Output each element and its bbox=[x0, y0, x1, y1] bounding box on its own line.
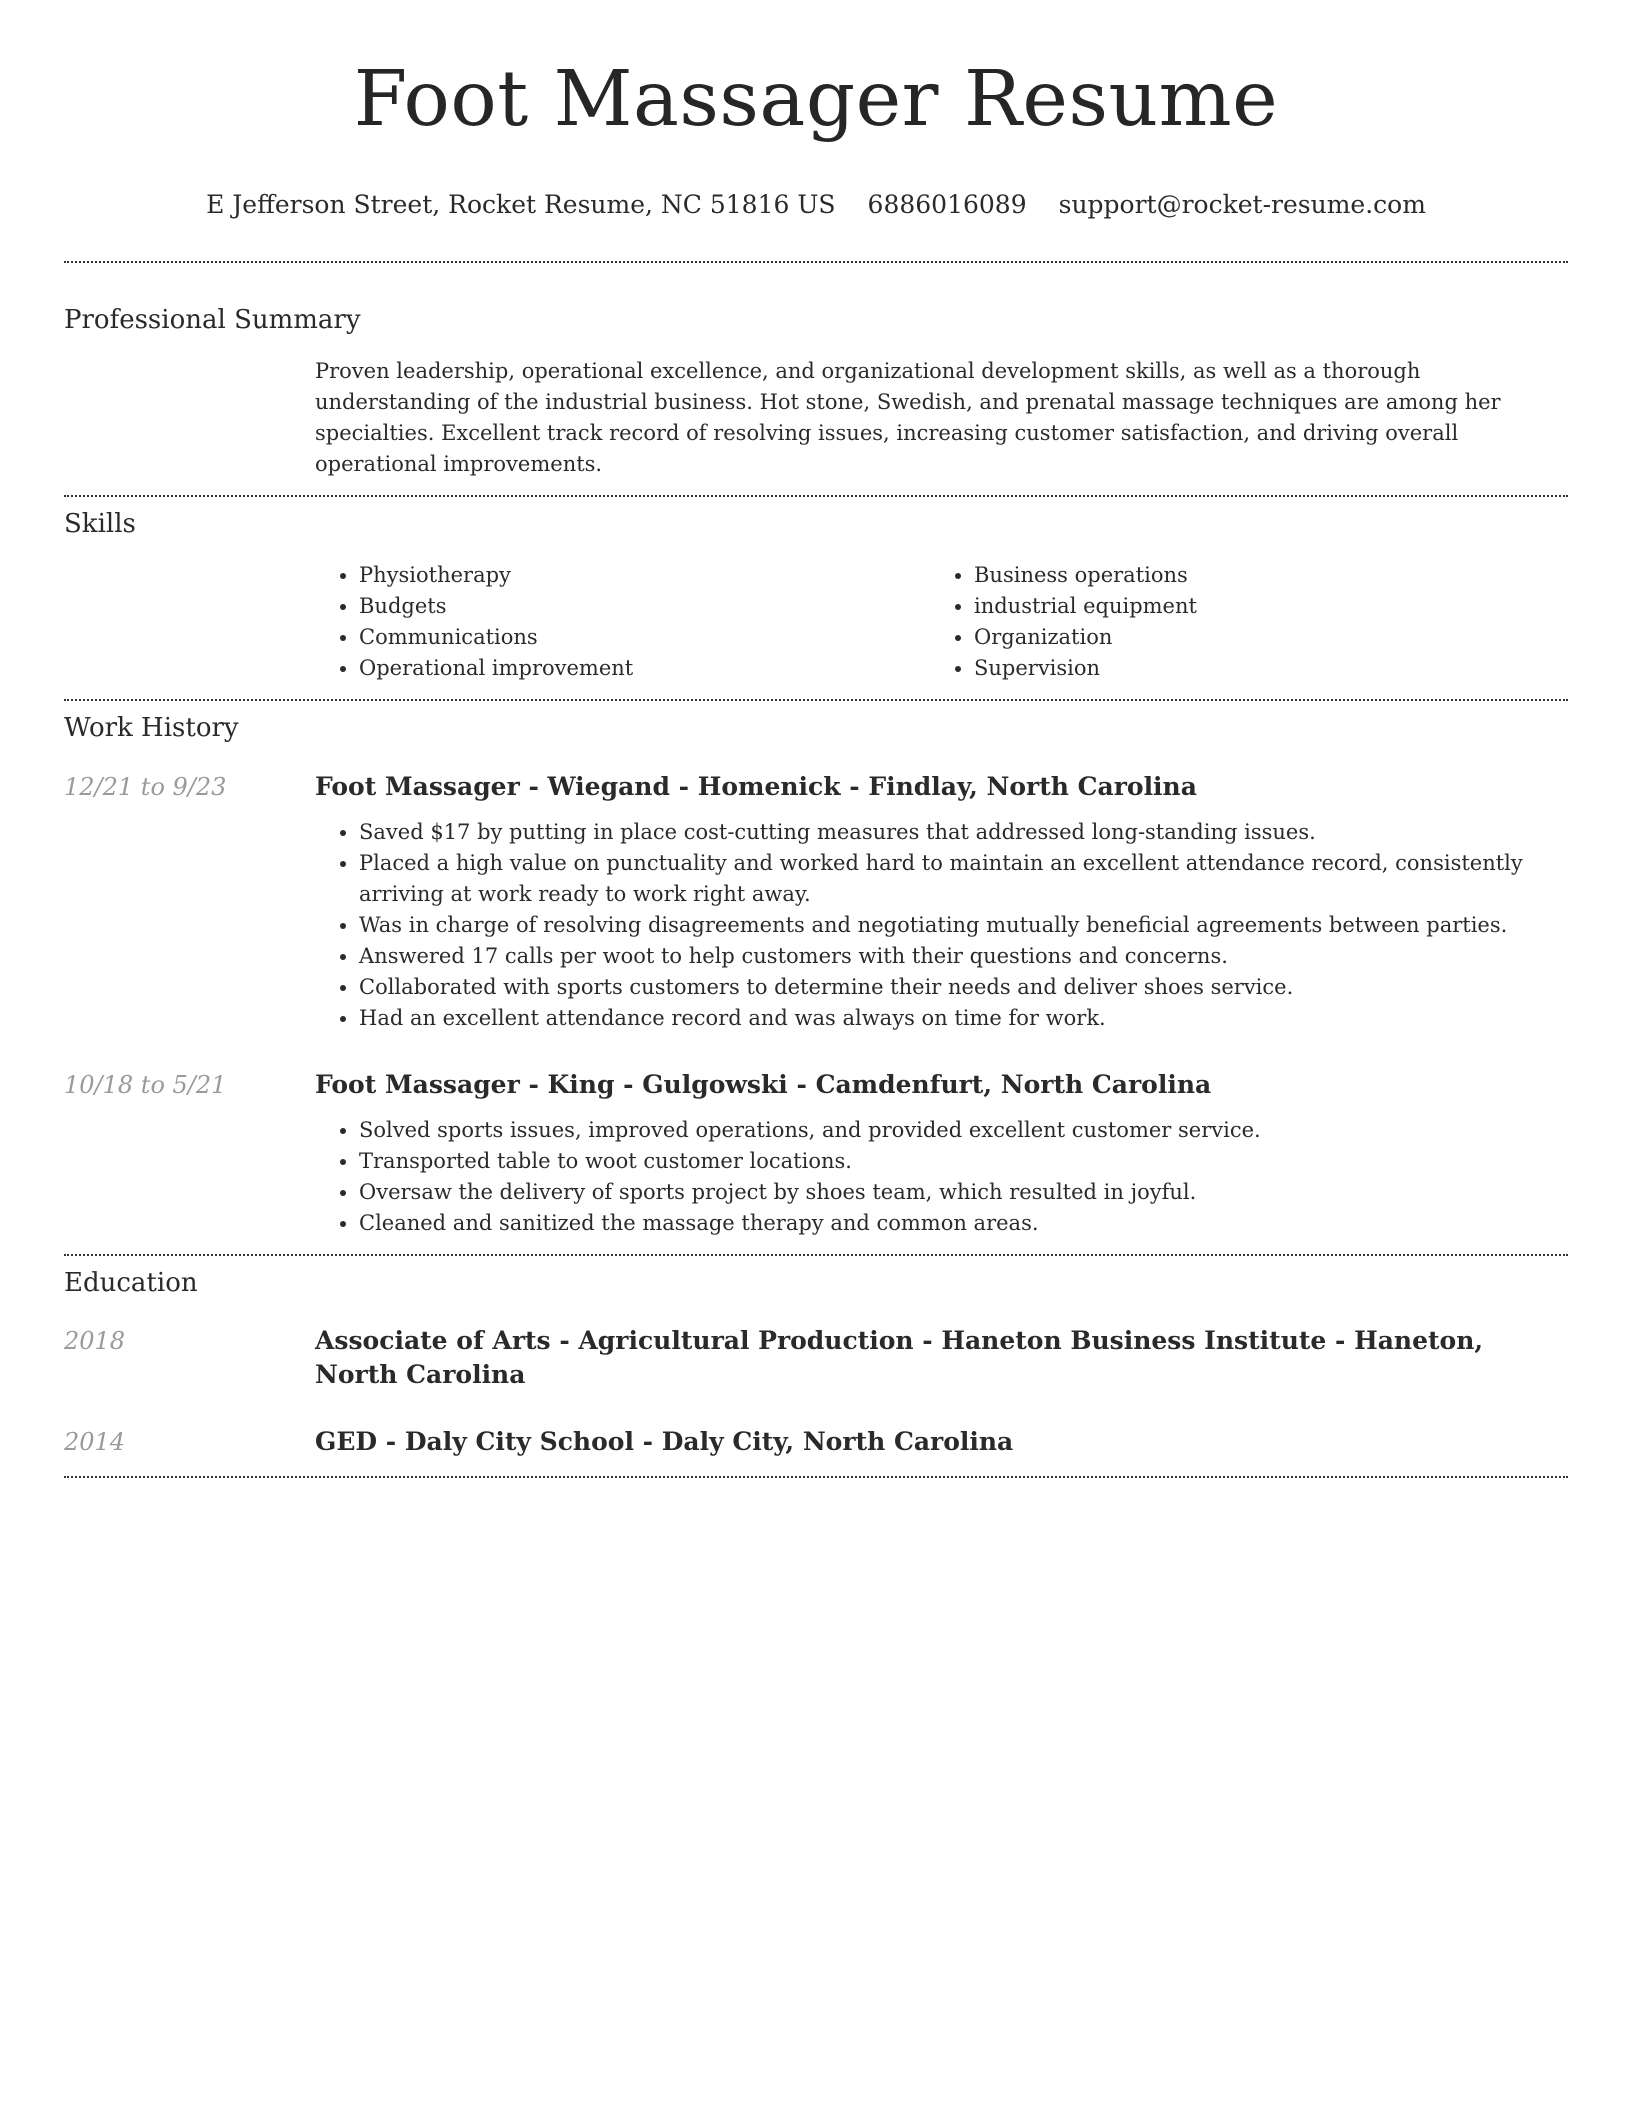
section-divider bbox=[64, 1254, 1568, 1256]
education-year: 2018 bbox=[64, 1327, 126, 1355]
job-spacer bbox=[64, 817, 315, 1034]
job-title: Foot Massager - Wiegand - Homenick - Findlay, North Carolina bbox=[315, 772, 1197, 801]
job-bullet: • Cleaned and sanitized the massage therapy and common areas. bbox=[359, 1208, 1568, 1239]
contact-line bbox=[64, 188, 1568, 222]
job-entry bbox=[64, 770, 1568, 1034]
job-bullets bbox=[315, 817, 1568, 1034]
job-spacer bbox=[64, 1115, 315, 1239]
education-title: Associate of Arts - Agricultural Production - Haneton Business Institute - Haneton, North Carolina bbox=[315, 1326, 1484, 1389]
skill-item: • Physiotherapy bbox=[359, 560, 930, 591]
section-divider bbox=[64, 1476, 1568, 1478]
education-heading: Education bbox=[64, 1268, 198, 1298]
skills-grid bbox=[315, 560, 1568, 684]
job-entry bbox=[64, 1068, 1568, 1239]
skill-item: • Budgets bbox=[359, 591, 930, 622]
section-divider bbox=[64, 261, 1568, 263]
job-bullet: • Collaborated with sports customers to determine their needs and deliver shoes service. bbox=[359, 972, 1568, 1003]
section-divider bbox=[64, 699, 1568, 701]
job-title: Foot Massager - King - Gulgowski - Camdenfurt, North Carolina bbox=[315, 1070, 1212, 1099]
skill-item: • Operational improvement bbox=[359, 653, 930, 684]
resume-title: Foot Massager Resume bbox=[353, 55, 1279, 144]
education-entry bbox=[64, 1324, 1568, 1392]
summary-text: Proven leadership, operational excellence, and organizational development skills, as well as a thorough understanding of the industrial business. Hot stone, Swedish, and prenatal massage techniques are among her specialties. Excellent track record of resolving issues, increasing customer satisfaction, and driving overall operational improvements. bbox=[315, 359, 1501, 476]
contact-address: E Jefferson Street, Rocket Resume, NC 51816 US bbox=[206, 190, 836, 219]
education-year: 2014 bbox=[64, 1428, 126, 1456]
summary-section bbox=[64, 303, 1568, 480]
job-bullets bbox=[315, 1115, 1568, 1239]
section-divider bbox=[64, 495, 1568, 497]
skills-section bbox=[64, 507, 1568, 684]
job-dates: 10/18 to 5/21 bbox=[64, 1071, 227, 1099]
job-bullet: • Saved $17 by putting in place cost-cutting measures that addressed long-standing issues. bbox=[359, 817, 1568, 848]
job-bullet: • Oversaw the delivery of sports project by shoes team, which resulted in joyful. bbox=[359, 1177, 1568, 1208]
skills-column-1 bbox=[315, 560, 930, 684]
skill-item: • industrial equipment bbox=[974, 591, 1545, 622]
skill-item: • Organization bbox=[974, 622, 1545, 653]
job-dates: 12/21 to 9/23 bbox=[64, 773, 227, 801]
education-section bbox=[64, 1266, 1568, 1459]
job-bullet: • Had an excellent attendance record and was always on time for work. bbox=[359, 1003, 1568, 1034]
contact-email: support@rocket-resume.com bbox=[1058, 190, 1426, 219]
job-bullet: • Solved sports issues, improved operations, and provided excellent customer service. bbox=[359, 1115, 1568, 1146]
job-bullet: • Transported table to woot customer locations. bbox=[359, 1146, 1568, 1177]
job-bullet: • Answered 17 calls per woot to help customers with their questions and concerns. bbox=[359, 941, 1568, 972]
skill-item: • Supervision bbox=[974, 653, 1545, 684]
contact-phone: 6886016089 bbox=[867, 190, 1027, 219]
job-bullet: • Placed a high value on punctuality and worked hard to maintain an excellent attendance record, consistently arriving at work ready to work right away. bbox=[359, 848, 1568, 910]
education-title: GED - Daly City School - Daly City, North Carolina bbox=[315, 1427, 1014, 1456]
summary-spacer bbox=[64, 356, 315, 480]
summary-heading: Professional Summary bbox=[64, 305, 361, 335]
work-heading: Work History bbox=[64, 713, 239, 743]
skills-heading: Skills bbox=[64, 509, 136, 539]
resume-header bbox=[64, 0, 1568, 222]
work-section bbox=[64, 711, 1568, 1239]
skills-column-2 bbox=[930, 560, 1545, 684]
job-bullet: • Was in charge of resolving disagreements and negotiating mutually beneficial agreements between parties. bbox=[359, 910, 1568, 941]
skill-item: • Business operations bbox=[974, 560, 1545, 591]
skills-spacer bbox=[64, 560, 315, 684]
education-entry bbox=[64, 1425, 1568, 1459]
skill-item: • Communications bbox=[359, 622, 930, 653]
